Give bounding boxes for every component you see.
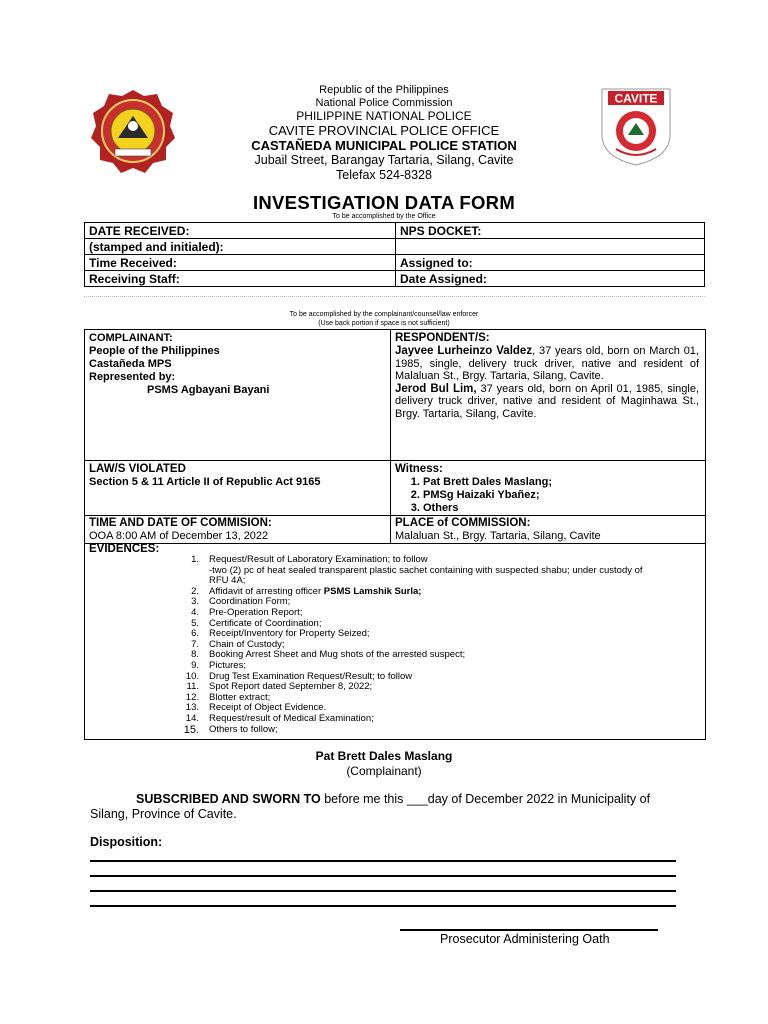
dotted-divider (84, 296, 705, 297)
evidences-list (89, 555, 703, 735)
list-item: 15. Others to follow; (183, 723, 278, 736)
row-divider (85, 460, 705, 461)
nps-docket-cell: NPS DOCKET: (396, 223, 705, 239)
list-item: 6. Receipt/Inventory for Property Seized; (191, 628, 370, 640)
list-item-detail: -two (2) pc of heat sealed transparent plastic sachet containing with suspected shabu; under custody of (209, 564, 643, 576)
receiving-staff-cell: Receiving Staff: (85, 271, 396, 287)
time-received-cell: Time Received: (85, 255, 396, 271)
letterhead-napolcom: National Police Commission (315, 97, 453, 109)
list-item: 10. Drug Test Examination Request/Result; to follow (185, 670, 413, 682)
disposition-line (90, 890, 676, 892)
list-item: 4. Pre-Operation Report; (191, 606, 303, 618)
empty-cell (396, 239, 705, 255)
complainant-line3: Represented by: (89, 371, 176, 383)
list-item: 2. Affidavit of arresting officer PSMS Lamshik Surla; (191, 585, 422, 597)
letterhead-telefax: Telefax 524-8328 (336, 168, 432, 182)
table-row (85, 239, 705, 255)
list-item: 3. Coordination Form; (191, 596, 291, 608)
respondent-2 (395, 383, 699, 421)
complainant-note (0, 310, 768, 328)
list-item: 11. Spot Report dated September 8, 2022; (186, 681, 373, 693)
letterhead (0, 84, 768, 182)
witness-label: Witness: (395, 463, 443, 475)
witness-section (395, 463, 699, 515)
table-row (85, 223, 705, 239)
disposition-line (90, 905, 676, 907)
complainant-label: COMPLAINANT: (89, 332, 173, 344)
commission-place-label: PLACE of COMMISSION: (395, 517, 531, 529)
laws-text: Section 5 & 11 Article II of Republic Act 9165 (89, 476, 321, 488)
respondent-1-name: Jayvee Lurheinzo Valdez (395, 345, 533, 357)
complainant-section (89, 332, 385, 397)
letterhead-pnp: PHILIPPINE NATIONAL POLICE (296, 109, 472, 123)
disposition-label: Disposition: (90, 835, 163, 849)
sworn-statement (90, 792, 680, 822)
list-item: 8. Booking Arrest Sheet and Mug shots of the arrested suspect; (191, 649, 466, 661)
row-divider (85, 515, 705, 516)
date-assigned-cell: Date Assigned: (396, 271, 705, 287)
cavite-logo-text: CAVITE (614, 91, 658, 106)
assigned-to-cell: Assigned to: (396, 255, 705, 271)
commission-place-value: Malaluan St., Brgy. Tartaria, Silang, Cavite (395, 530, 601, 542)
evidences-label: EVIDENCES: (89, 543, 160, 555)
complainant-signature-name: Pat Brett Dales Maslang (315, 749, 453, 763)
date-received-cell: DATE RECEIVED: (85, 223, 396, 239)
complainant-note-line1: To be accomplished by the complainant/counsel/law enforcer (289, 311, 479, 318)
respondent-2-details: 37 years old, born on April 01, 1985, single, delivery truck driver, native and resident of Maginhawa St., Brgy. Tartaria, Silang, Cavite. (395, 382, 700, 420)
sworn-bold: SUBSCRIBED AND SWORN TO (136, 792, 321, 806)
table-row (85, 255, 705, 271)
complainant-signature-role: (Complainant) (346, 764, 422, 778)
list-item: 9. Pictures; (191, 659, 246, 671)
respondent-1-details: , 37 years old, born on March 01, 1985, single, delivery truck driver, native and resident of Malaluan St., Brgy. Tartaria, Silang, Cavite. (395, 345, 699, 382)
letterhead-address: Jubail Street, Barangay Tartaria, Silang, Cavite (254, 153, 514, 167)
letterhead-station: CASTAÑEDA MUNICIPAL POLICE STATION (251, 138, 517, 153)
disposition-line (90, 860, 676, 862)
respondent-1 (395, 345, 699, 383)
list-item: 1. Pat Brett Dales Maslang; (423, 476, 699, 489)
list-item: 7. Chain of Custody; (191, 638, 285, 650)
letterhead-ppo: CAVITE PROVINCIAL POLICE OFFICE (268, 123, 500, 138)
commission-time-value: OOA 8:00 AM of December 13, 2022 (89, 530, 269, 542)
column-divider (390, 330, 391, 543)
list-item: 13. Receipt of Object Evidence. (185, 702, 327, 714)
complainant-representative: PSMS Agbayani Bayani (147, 384, 270, 396)
list-item-detail: RFU 4A; (209, 575, 246, 587)
table-row (85, 271, 705, 287)
list-item: 3. Others (423, 502, 699, 515)
complainant-note-line2: (Use back portion if space is not sufficient) (318, 320, 450, 327)
commission-place-section (395, 517, 699, 543)
laws-label: LAW/S VIOLATED (89, 463, 186, 475)
list-item: 12. Blotter extract; (185, 691, 271, 703)
details-box (84, 329, 706, 740)
disposition-line (90, 875, 676, 877)
respondents-section (395, 332, 699, 420)
stamped-cell: (stamped and initialed): (85, 239, 396, 255)
evidences-section (89, 543, 701, 736)
complainant-line2: Castañeda MPS (89, 358, 172, 370)
laws-section (89, 463, 385, 489)
office-note: To be accomplished by the Office (332, 213, 436, 220)
form-title: INVESTIGATION DATA FORM (252, 192, 516, 213)
prosecutor-signature-line (400, 929, 658, 931)
respondents-label: RESPONDENT/S: (395, 332, 490, 344)
respondent-2-name: Jerod Bul Lim, (395, 382, 477, 395)
list-item: 5. Certificate of Coordination; (191, 617, 322, 629)
letterhead-republic: Republic of the Philippines (319, 84, 449, 96)
commission-time-section (89, 517, 385, 543)
commission-time-label: TIME AND DATE OF COMMISION: (89, 517, 272, 529)
list-item: 2. PMSg Haizaki Ybañez; (423, 489, 699, 502)
sworn-text: before me this ___day of December 2022 in Municipality of Silang, Province of Cavite. (90, 792, 651, 821)
list-item: 14. Request/result of Medical Examination; (185, 712, 374, 724)
office-table (84, 222, 705, 287)
list-item: 1. Request/Result of Laboratory Examination; to follow (191, 554, 428, 565)
witness-list (395, 476, 699, 515)
prosecutor-label: Prosecutor Administering Oath (440, 932, 610, 946)
complainant-line1: People of the Philippines (89, 345, 220, 357)
